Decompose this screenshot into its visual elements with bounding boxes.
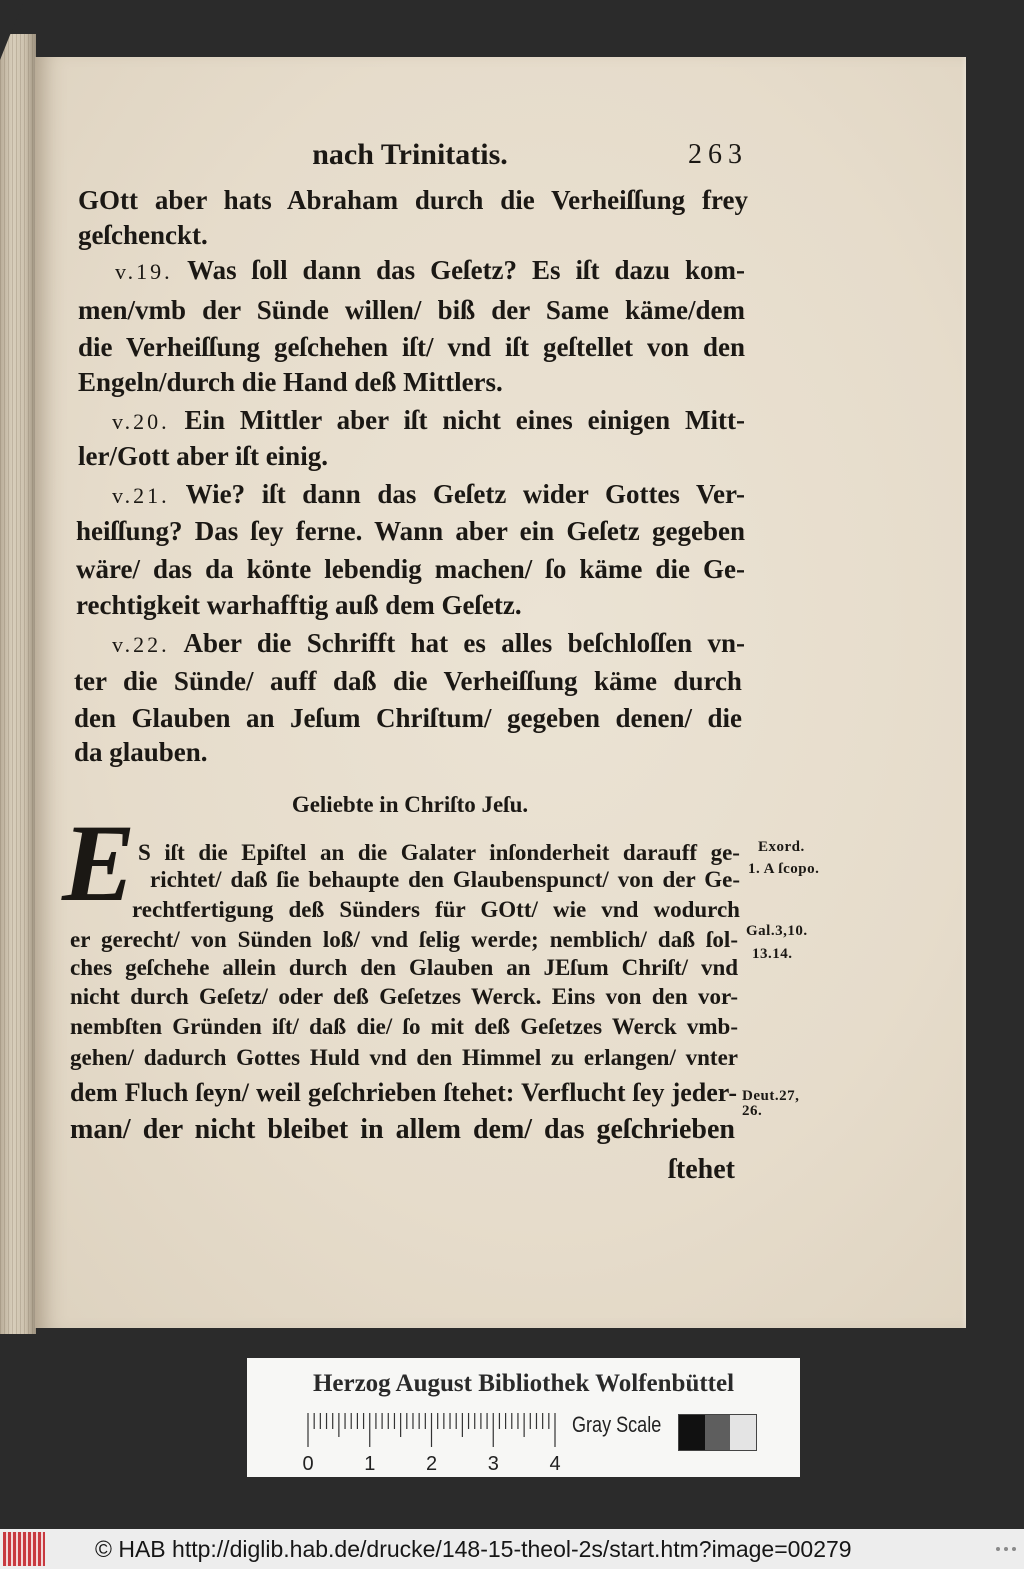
margin-note: Deut.27, — [742, 1088, 800, 1104]
scripture-line: rechtigkeit warhafftig auß dem Geſetz. — [76, 590, 522, 620]
margin-note: 26. — [742, 1103, 763, 1119]
book-page-edges — [0, 34, 36, 1334]
copyright-text: © HAB — [95, 1536, 166, 1562]
scripture-line: men/vmb der Sünde willen/ biß der Same käme/dem — [78, 295, 745, 325]
drop-cap: E — [62, 802, 136, 924]
margin-note: Gal.3,10. — [746, 923, 808, 939]
scripture-line: die Verheiſſung geſchehen iſt/ vnd iſt geſtellet von den — [78, 332, 746, 362]
institution-name: Herzog August Bibliothek Wolfenbüttel — [312, 1370, 735, 1397]
sermon-line: dem Fluch ſeyn/ weil geſchrieben ſtehet: Verflucht ſey jeder- — [70, 1078, 738, 1107]
scripture-line: GOtt aber hats Abraham durch die Verheiſſung frey — [78, 185, 748, 215]
ruler-ticks — [308, 1413, 555, 1447]
section-heading: Geliebte in Chriſto Jeſu. — [291, 792, 529, 817]
background-corner — [0, 0, 24, 60]
verse-number: v.22. — [112, 632, 170, 657]
sermon-line: nicht durch Geſetz/ oder deß Geſetzes Werck. Eins von den vor- — [70, 984, 739, 1009]
ruler-label: 4 — [549, 1453, 561, 1475]
gray-patch-mid — [705, 1415, 731, 1450]
scripture-line: den Glauben an Jeſum Chriſtum/ gegeben denen/ die — [74, 703, 742, 733]
verse-number: v.20. — [112, 409, 170, 434]
scripture-line: v.19. Was ſoll dann das Geſetz? Es iſt dazu kom- — [115, 255, 745, 285]
ruler-label: 2 — [425, 1453, 438, 1475]
sermon-line: nembſten Gründen iſt/ daß die/ ſo mit deß Geſetzes Werck vmb- — [70, 1014, 739, 1039]
catchword: ſtehet — [668, 1154, 735, 1185]
page-number: 263 — [688, 139, 748, 170]
sermon-line: ches geſchehe allein durch den Glauben an JEſum Chriſt/ vnd — [70, 955, 739, 980]
margin-note: Exord. — [758, 839, 805, 855]
scripture-line: Engeln/durch die Hand deß Mittlers. — [78, 367, 503, 397]
gray-scale-label: Gray Scale — [572, 1412, 662, 1437]
sermon-line: S iſt die Epiſtel an die Galater inſonderheit darauff ge- — [138, 840, 740, 865]
ruler-label: 3 — [487, 1453, 499, 1475]
scripture-line: v.20. Ein Mittler aber iſt nicht eines einigen Mitt- — [112, 405, 745, 435]
sermon-line: rechtfertigung deß Sünders für GOtt/ wie vnd wodurch — [132, 897, 740, 922]
margin-note: 1. A ſcopo. — [748, 861, 820, 877]
verse-number: v.21. — [112, 483, 170, 508]
sermon-line: richtet/ daß ſie behaupte den Glaubenspunct/ von der Ge- — [150, 867, 741, 892]
sermon-line: man/ der nicht bleibet in allem dem/ das geſchrieben — [70, 1114, 735, 1145]
cm-ruler — [300, 1405, 570, 1477]
scripture-line: geſchenckt. — [78, 220, 208, 250]
footer-citation — [95, 1529, 852, 1569]
verse-number: v.19. — [115, 259, 173, 284]
scripture-line: ter die Sünde/ auff daß die Verheiſſung käme durch — [74, 666, 742, 696]
gray-scale-patches — [678, 1414, 757, 1451]
ruler-label: 0 — [302, 1453, 314, 1475]
scripture-line: ler/Gott aber iſt einig. — [78, 441, 328, 471]
ruler-label: 1 — [364, 1453, 376, 1475]
scripture-line: da glauben. — [74, 737, 208, 767]
sermon-line: gehen/ dadurch Gottes Huld vnd den Himmel zu erlangen/ vnter — [70, 1045, 739, 1070]
gray-patch-light — [730, 1415, 756, 1450]
hab-logo-icon[interactable] — [3, 1532, 45, 1566]
scripture-line: v.22. Aber die Schrifft hat es alles beſchloſſen vn- — [112, 628, 746, 658]
more-horizontal-icon[interactable] — [996, 1547, 1016, 1552]
scripture-line: v.21. Wie? iſt dann das Geſetz wider Gottes Ver- — [112, 479, 745, 509]
scripture-line: wäre/ das da könte lebendig machen/ ſo käme die Ge- — [76, 554, 745, 584]
sermon-line: er gerecht/ von Sünden loß/ vnd ſelig werde; nemblich/ daß ſol- — [70, 927, 738, 952]
page-url-link[interactable]: http://diglib.hab.de/drucke/148-15-theol-2s/start.htm?image=00279 — [172, 1536, 852, 1562]
margin-note: 13.14. — [752, 946, 793, 962]
running-head: nach Trinitatis. — [312, 138, 508, 171]
gray-patch-black — [679, 1415, 705, 1450]
scripture-line: heiſſung? Das ſey ferne. Wann aber ein Geſetz gegeben — [76, 516, 745, 546]
